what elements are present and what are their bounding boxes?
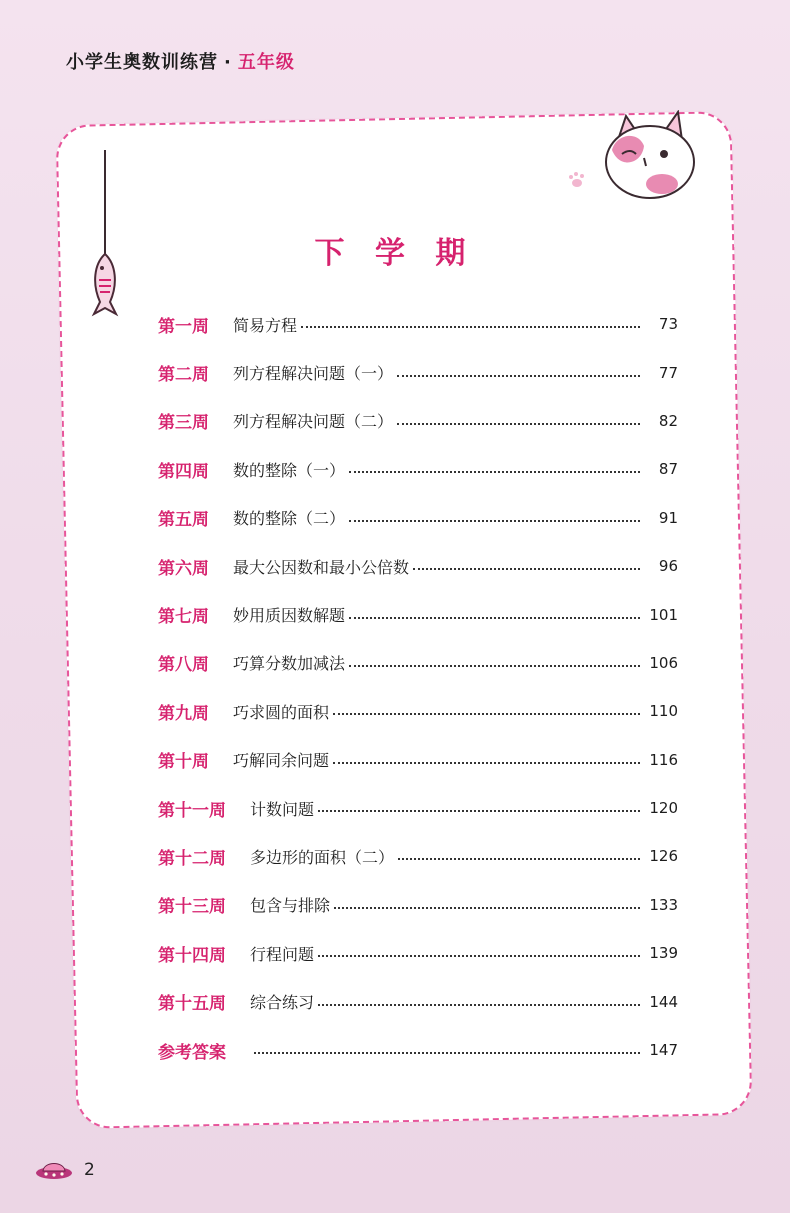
toc-topic: 综合练习 <box>250 993 315 1013</box>
toc-page-number: 87 <box>658 460 678 479</box>
toc-week-label: 第十周 <box>158 752 209 773</box>
toc-row <box>158 590 678 638</box>
toc-topic: 巧算分数加减法 <box>233 654 346 674</box>
toc-topic: 包含与排除 <box>250 896 331 916</box>
toc-topic: 数的整除（二） <box>233 509 346 529</box>
toc-row <box>158 736 678 784</box>
toc-dot-leader <box>254 1052 640 1054</box>
toc-row <box>158 687 678 735</box>
toc-topic: 妙用质因数解题 <box>233 606 346 626</box>
toc-dot-leader <box>398 858 640 860</box>
toc-row <box>158 397 678 445</box>
toc-week-label: 第十二周 <box>158 848 226 869</box>
toc-dot-leader <box>349 665 640 667</box>
toc-topic: 列方程解决问题（一） <box>233 364 394 384</box>
toc-week-label: 参考答案 <box>158 1042 226 1063</box>
toc-topic: 巧求圆的面积 <box>233 702 330 722</box>
toc-dot-leader <box>318 1004 640 1006</box>
paw-print-icon <box>566 170 588 194</box>
header-separator: · <box>224 52 232 73</box>
toc-row <box>158 639 678 687</box>
toc-week-label: 第八周 <box>158 655 209 676</box>
toc-page-number: 147 <box>649 1041 678 1060</box>
toc-page-number: 77 <box>658 363 678 382</box>
toc-dot-leader <box>349 471 640 473</box>
toc-page-number: 110 <box>649 702 678 721</box>
toc-week-label: 第七周 <box>158 607 209 628</box>
toc-dot-leader <box>413 568 640 570</box>
series-title: 小学生奥数训练营 <box>66 52 218 73</box>
toc-page-number: 126 <box>649 847 678 866</box>
toc-dot-leader <box>349 520 640 522</box>
toc-row <box>158 929 678 977</box>
toc-week-label: 第三周 <box>158 413 209 434</box>
toc-row <box>158 494 678 542</box>
toc-page-number: 116 <box>649 750 678 769</box>
toc-week-label: 第九周 <box>158 703 209 724</box>
toc-topic: 简易方程 <box>233 315 298 335</box>
toc-dot-leader <box>334 907 640 909</box>
toc-row <box>158 300 678 348</box>
toc-dot-leader <box>333 762 640 764</box>
toc-row <box>158 1026 678 1074</box>
toc-week-label: 第二周 <box>158 365 209 386</box>
toc-week-label: 第四周 <box>158 461 209 482</box>
cat-icon <box>598 110 698 206</box>
toc-topic: 多边形的面积（二） <box>250 847 395 867</box>
toc-page-number: 106 <box>649 653 678 672</box>
toc-row <box>158 977 678 1025</box>
toc-topic: 列方程解决问题（二） <box>233 412 394 432</box>
toc-row <box>158 784 678 832</box>
toc-page-number: 96 <box>658 557 678 576</box>
toc-row <box>158 881 678 929</box>
toc-row <box>158 348 678 396</box>
toc-page-number: 133 <box>649 895 678 914</box>
toc-week-label: 第十一周 <box>158 800 226 821</box>
section-title: 下 学 期 <box>314 236 476 271</box>
toc-week-label: 第五周 <box>158 510 209 531</box>
toc-page-number: 144 <box>649 992 678 1011</box>
toc-dot-leader <box>301 326 640 328</box>
toc-page-number: 101 <box>649 605 678 624</box>
book-header <box>66 48 295 74</box>
toc-topic: 巧解同余问题 <box>233 751 330 771</box>
toc-dot-leader <box>318 810 640 812</box>
table-of-contents <box>158 300 678 1074</box>
toc-dot-leader <box>349 617 640 619</box>
grade-label: 五年级 <box>237 52 295 73</box>
toc-page-number: 91 <box>658 508 678 527</box>
toc-dot-leader <box>333 713 640 715</box>
toc-row <box>158 445 678 493</box>
toc-topic: 行程问题 <box>250 944 315 964</box>
toc-page-number: 139 <box>649 944 678 963</box>
toc-week-label: 第一周 <box>158 316 209 337</box>
toc-week-label: 第六周 <box>158 558 209 579</box>
ufo-icon <box>34 1157 74 1187</box>
toc-topic: 最大公因数和最小公倍数 <box>233 557 410 577</box>
toc-row <box>158 832 678 880</box>
toc-topic: 计数问题 <box>250 799 315 819</box>
toc-dot-leader <box>397 375 640 377</box>
page-number: 2 <box>84 1160 95 1180</box>
toc-dot-leader <box>318 955 640 957</box>
toc-dot-leader <box>397 423 640 425</box>
toc-page-number: 73 <box>658 315 678 334</box>
toc-page-number: 120 <box>649 799 678 818</box>
toc-row <box>158 542 678 590</box>
toc-page-number: 82 <box>658 411 678 430</box>
toc-week-label: 第十四周 <box>158 945 226 966</box>
toc-topic: 数的整除（一） <box>233 460 346 480</box>
toc-week-label: 第十三周 <box>158 897 226 918</box>
toc-week-label: 第十五周 <box>158 994 226 1015</box>
